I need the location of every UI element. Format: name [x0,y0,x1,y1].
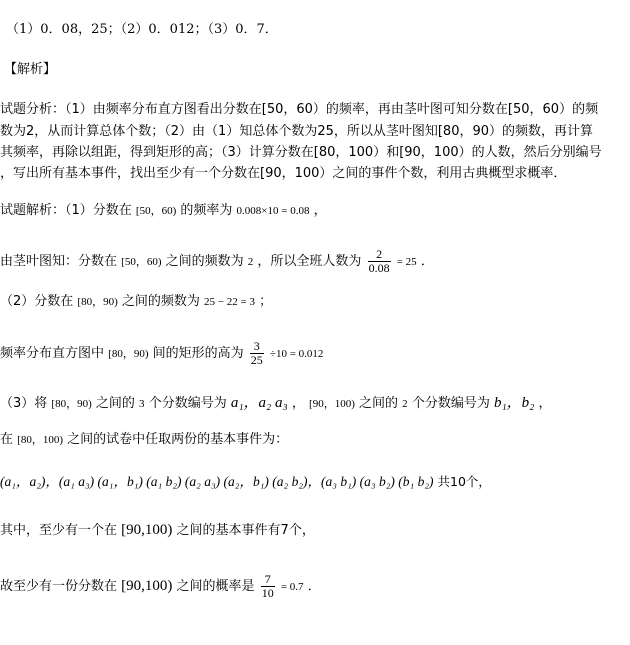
solution-line-3 [0,294,272,310]
text: ； [259,294,273,309]
interval: [50，60) [135,205,177,217]
text: 个分数编号为 [148,396,227,411]
interval: [90，100) [309,398,355,410]
fraction [261,573,275,600]
text: 频率分布直方图中 [0,346,105,361]
text: 之间的试卷中任取两份的基本事件为： [67,432,289,447]
count: 2 [402,398,408,410]
analysis-line-2: 数为2，从而计算总体个数；（2）由（1）知总体个数为25，所以从茎叶图知[80，90）的频数，再计算 [0,124,594,139]
event-list: (a₁，a₂)，(a₁ a₃) (a₁，b₁) (a₁ b₂) (a₂ a₃) (a₂，b₁) (a₂ b₂)，(a₃ b₁) (a₃ b₂) (b₁ b₂) [0,474,434,489]
text: 由茎叶图知：分数在 [0,254,118,269]
solution-line-2 [0,248,434,275]
text: （3）将 [0,396,48,411]
solution-line-1 [0,203,327,219]
text: ， [313,203,327,218]
solution-line-6 [0,432,288,448]
result: = 0.7 [280,581,304,593]
interval: [90,100) [121,522,173,538]
interval: [80，90) [77,296,118,308]
analysis-line-3: 其频率，再除以组距，得到矩形的高；（3）计算分数在[80，100）和[90，100）的人数，然后分别编号 [0,145,602,160]
text: 之间的基本事件有7个， [176,523,315,538]
denominator: 0.08 [368,261,390,275]
analysis-line-4: ，写出所有基本事件，找出至少有一个分数在[90，100）之间的事件个数，利用古典概型求概率． [0,166,567,181]
numerator: 2 [368,248,391,262]
text: ， [538,396,552,411]
interval: [80，100) [17,434,63,446]
text: 其中，至少有一个在 [0,523,118,538]
numerator: 3 [250,340,264,354]
text: 个分数编号为 [411,396,490,411]
variables-a: a₁，a₂ a₃ [230,395,288,411]
text: （2）分数在 [0,294,74,309]
analysis-line-1: 试题分析：（1）由频率分布直方图看出分数在[50，60）的频率，再由茎叶图可知分数在[50，60）的频 [0,102,599,117]
text: 之间的 [359,396,399,411]
solution-line-9 [0,573,321,600]
text: ，所以全班人数为 [257,254,362,269]
text: 共10个， [437,474,491,489]
fraction [368,248,391,275]
text: 试题解析：（1）分数在 [0,203,132,218]
interval: [80，90) [108,348,149,360]
text: 之间的频数为 [121,294,200,309]
solution-line-8 [0,522,315,539]
text: ． [420,254,434,269]
solution-line-7 [0,474,491,490]
text: 之间的概率是 [176,579,255,594]
text: 之间的频数为 [165,254,244,269]
denominator: 10 [261,586,274,600]
text: ． [307,579,321,594]
numerator: 7 [261,573,275,587]
denominator: 25 [250,353,263,367]
text: ， [291,396,305,411]
solution-line-4 [0,340,323,367]
text: 之间的 [95,396,135,411]
interval: [90,100) [121,578,173,594]
interval: [80，90) [51,398,92,410]
expression: 25 − 22 = 3 [204,296,255,308]
variables-b: b₁，b₂ [493,395,535,411]
text: 故至少有一份分数在 [0,579,118,594]
text: 间的矩形的高为 [152,346,244,361]
answer-line: （1）0．08，25；（2）0．012；（3）0．7． [6,22,278,37]
count: 3 [139,398,145,410]
solution-line-5 [0,395,552,412]
fraction [250,340,264,367]
result: ÷10 = 0.012 [269,348,324,360]
interval: [50，60) [121,256,162,268]
result: = 25 [396,256,417,268]
text: 的频率为 [180,203,233,218]
text: 在 [0,432,14,447]
analysis-heading: 【解析】 [4,62,57,77]
expression: 0.008×10 = 0.08 [236,205,310,217]
value: 2 [247,256,254,268]
